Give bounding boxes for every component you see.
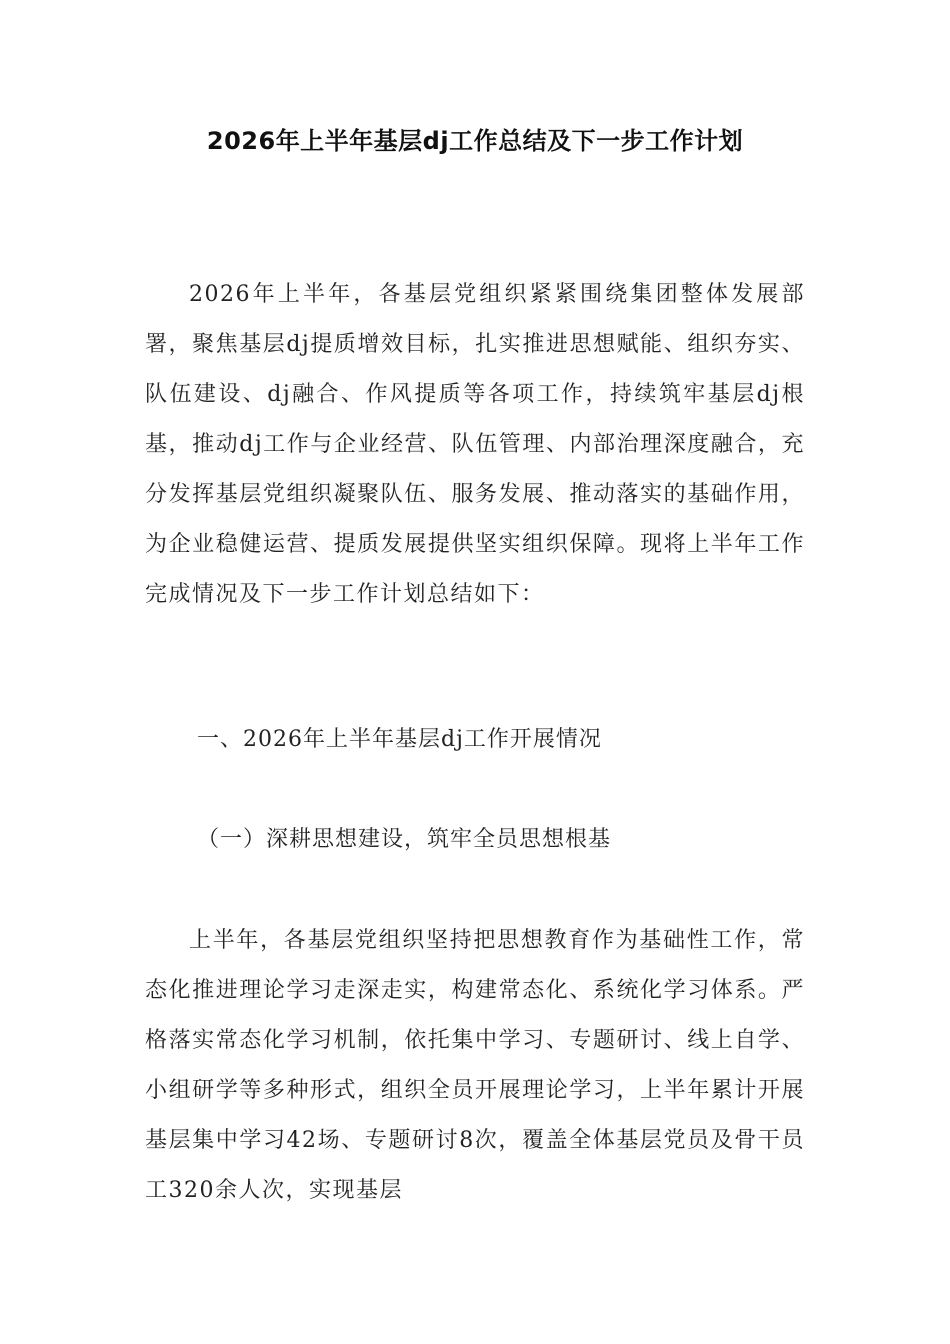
document-title: 2026年上半年基层dj工作总结及下一步工作计划 [206,127,744,155]
intro-paragraph: 2026年上半年，各基层党组织紧紧围绕集团整体发展部署，聚焦基层dj提质增效目标，扎实推进思想赋能、组织夯实、队伍建设、dj融合、作风提质等各项工作，持续筑牢基层dj根基，推动dj工作与企业经营、队伍管理、内部治理深度融合，充分发挥基层党组织凝聚队伍、服务发展、推动落实的基础作用，为企业稳健运营、提质发展提供坚实组织保障。现将上半年工作完成情况及下一步工作计划总结如下： [145,282,805,607]
section-heading: 一、2026年上半年基层dj工作开展情况 [197,727,602,752]
subsection-body-paragraph: 上半年，各基层党组织坚持把思想教育作为基础性工作，常态化推进理论学习走深走实，构建常态化、系统化学习体系。严格落实常态化学习机制，依托集中学习、专题研讨、线上自学、小组研学等多种形式，组织全员开展理论学习，上半年累计开展基层集中学习42场、专题研讨8次，覆盖全体基层党员及骨干员工320余人次，实现基层 [145,928,805,1203]
subsection-heading: （一）深耕思想建设，筑牢全员思想根基 [197,827,612,852]
